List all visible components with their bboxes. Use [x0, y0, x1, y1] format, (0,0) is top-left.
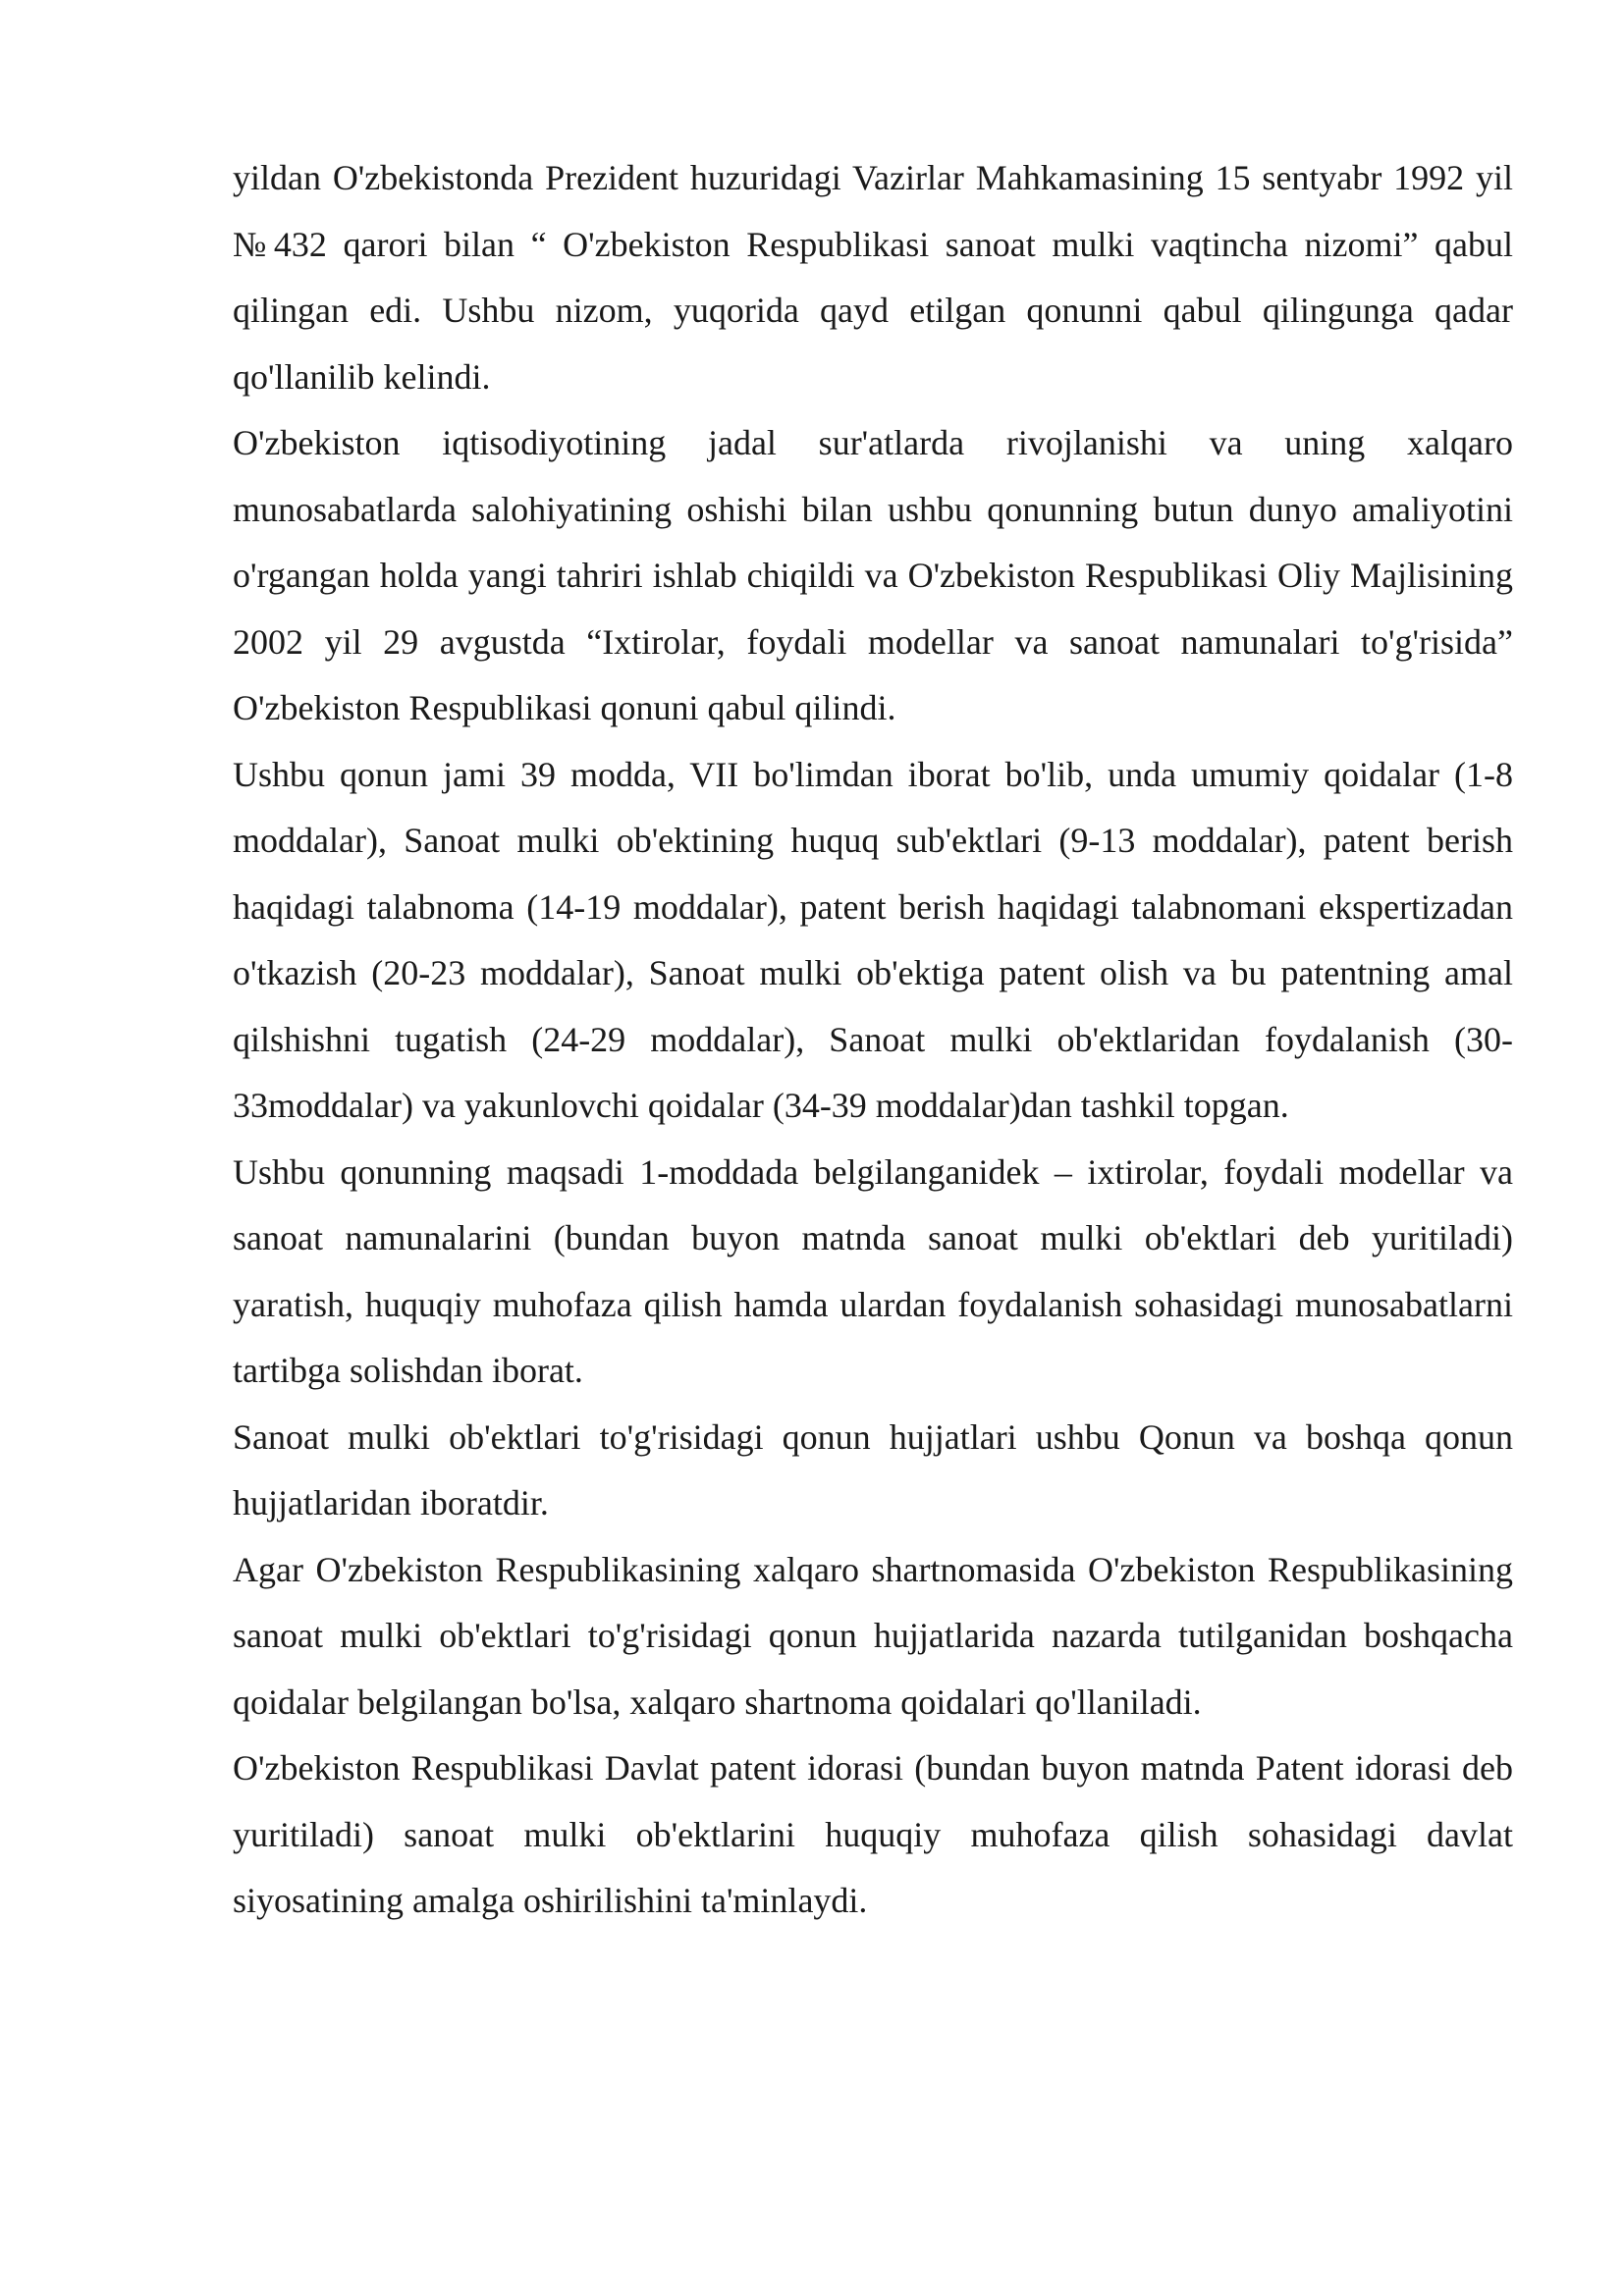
document-body: [233, 145, 1513, 1935]
paragraph-7: O'zbekiston Respublikasi Davlat patent idorasi (bundan buyon matnda Patent idorasi deb yuritiladi) sanoat mulki ob'ektlarini huquqiy muhofaza qilish sohasidagi davlat siyosatining amalga oshirilishini ta'minlaydi.: [233, 1748, 1513, 1920]
paragraph-1: yildan O'zbekistonda Prezident huzuridagi Vazirlar Mahkamasining 15 sentyabr 1992 yil №432 qarori bilan “ O'zbekiston Respublikasi sanoat mulki vaqtincha nizomi” qabul qilingan edi. Ushbu nizom, yuqorida qayd etilgan qonunni qabul qilingunga qadar qo'llanilib kelindi.: [233, 158, 1513, 397]
paragraph-5: Sanoat mulki ob'ektlari to'g'risidagi qonun hujjatlari ushbu Qonun va boshqa qonun hujjatlaridan iboratdir.: [233, 1416, 1513, 1522]
paragraph-3: Ushbu qonun jami 39 modda, VII bo'limdan iborat bo'lib, unda umumiy qoidalar (1-8 moddalar), Sanoat mulki ob'ektining huquq sub'ektlari (9-13 moddalar), patent berish haqidagi talabnoma (14-19 moddalar), patent berish haqidagi talabnomani ekspertizadan o'tkazish (20-23 moddalar), Sanoat mulki ob'ektiga patent olish va bu patentning amal qilshishni tugatish (24-29 moddalar), Sanoat mulki ob'ektlaridan foydalanish (30-33moddalar) va yakunlovchi qoidalar (34-39 moddalar)dan tashkil topgan.: [233, 754, 1513, 1125]
paragraph-6: Agar O'zbekiston Respublikasining xalqaro shartnomasida O'zbekiston Respublikasining sanoat mulki ob'ektlari to'g'risidagi qonun hujjatlarida nazarda tutilganidan boshqacha qoidalar belgilangan bo'lsa, xalqaro shartnoma qoidalari qo'llaniladi.: [233, 1549, 1513, 1722]
paragraph-2: O'zbekiston iqtisodiyotining jadal sur'atlarda rivojlanishi va uning xalqaro munosabatlarda salohiyatining oshishi bilan ushbu qonunning butun dunyo amaliyotini o'rgangan holda yangi tahriri ishlab chiqildi va O'zbekiston Respublikasi Oliy Majlisining 2002 yil 29 avgustda “Ixtirolar, foydali modellar va sanoat namunalari to'g'risida” O'zbekiston Respublikasi qonuni qabul qilindi.: [233, 423, 1513, 727]
paragraph-4: Ushbu qonunning maqsadi 1-moddada belgilanganidek – ixtirolar, foydali modellar va sanoat namunalarini (bundan buyon matnda sanoat mulki ob'ektlari deb yuritiladi) yaratish, huquqiy muhofaza qilish hamda ulardan foydalanish sohasidagi munosabatlarni tartibga solishdan iborat.: [233, 1151, 1513, 1390]
